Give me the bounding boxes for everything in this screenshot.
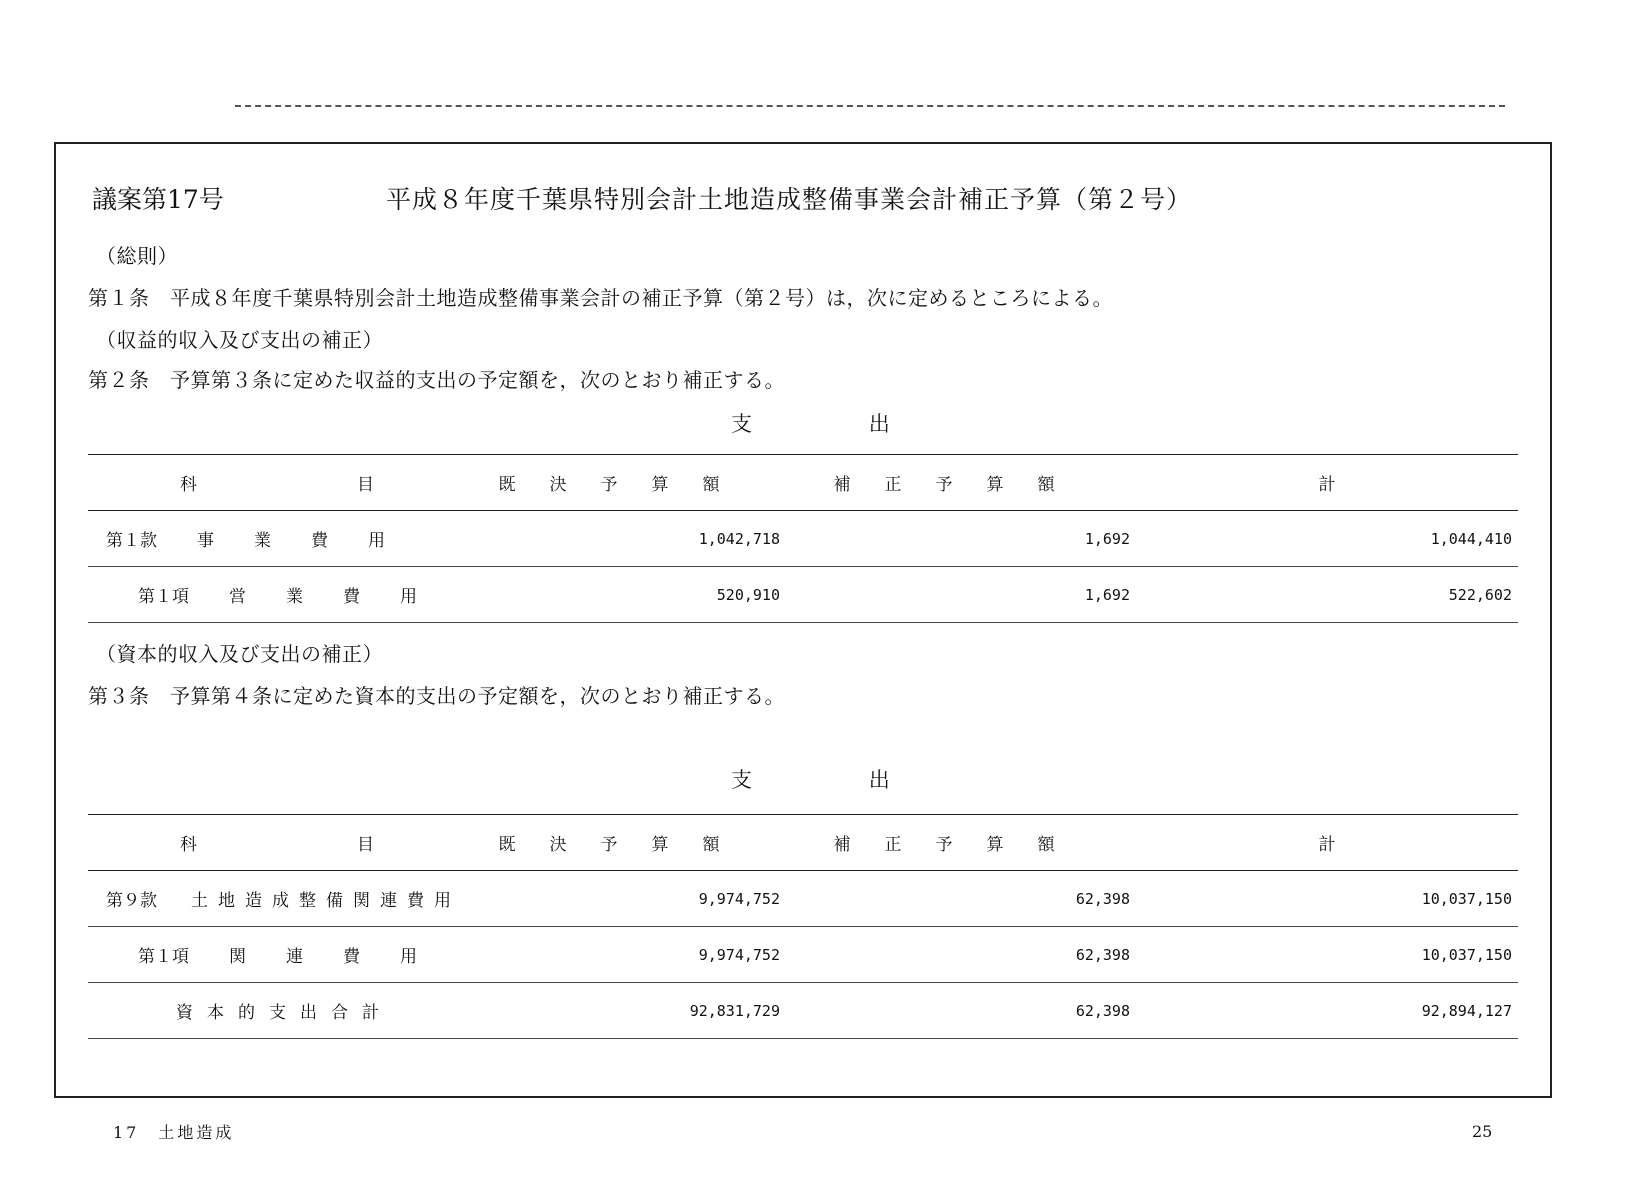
table2-header-item: 科 目 [88,815,466,871]
existing-value: 1,042,718 [466,511,786,567]
table1-section-title [731,408,890,438]
top-rule [235,105,1505,107]
existing-value: 520,910 [466,567,786,623]
table2-title-char-2: 出 [868,768,890,792]
row-label: 第１項 関連費用 [88,927,466,983]
footer-section-label: 17 土地造成 [113,1123,235,1142]
table2-header-correction: 補正予算額 [786,815,1136,871]
existing-value: 92,831,729 [466,983,786,1039]
table-row [88,927,1518,983]
existing-value: 9,974,752 [466,927,786,983]
correction-value: 62,398 [786,983,1136,1039]
table1-header-item: 科 目 [88,455,466,511]
row-label: 資本的支出合計 [88,983,466,1039]
existing-value: 9,974,752 [466,871,786,927]
table2-section-title [731,764,890,794]
total-value: 10,037,150 [1136,927,1518,983]
document-frame [54,142,1552,1098]
page-number: 25 [1472,1122,1493,1141]
revenue-heading: （収益的収入及び支出の補正） [96,328,383,352]
table1-header-existing: 既決予算額 [466,455,786,511]
table2-header-existing: 既決予算額 [466,815,786,871]
table-row [88,983,1518,1039]
table2 [88,814,1518,1039]
total-value: 10,037,150 [1136,871,1518,927]
table2-title-char-1: 支 [731,768,752,792]
table2-header-row [88,815,1518,871]
correction-value: 1,692 [786,511,1136,567]
total-value: 522,602 [1136,567,1518,623]
total-value: 92,894,127 [1136,983,1518,1039]
table1 [88,454,1518,623]
row-label: 第９款 土地造成整備関連費用 [88,871,466,927]
document-title: 平成８年度千葉県特別会計土地造成整備事業会計補正予算（第２号） [386,185,1193,214]
table-row [88,511,1518,567]
table1-title-char-2: 出 [868,412,890,436]
table1-title-char-1: 支 [731,412,752,436]
table1-header-row [88,455,1518,511]
row-label: 第１款 事業費用 [88,511,466,567]
correction-value: 62,398 [786,871,1136,927]
total-value: 1,044,410 [1136,511,1518,567]
correction-value: 62,398 [786,927,1136,983]
article-2: 第２条 予算第３条に定めた収益的支出の予定額を，次のとおり補正する。 [88,368,785,392]
bill-number: 議案第17号 [92,185,224,214]
table1-header-total: 計 [1136,455,1518,511]
general-heading: （総則） [96,244,178,268]
table1-header-correction: 補正予算額 [786,455,1136,511]
table-row [88,567,1518,623]
table-row [88,871,1518,927]
table2-header-total: 計 [1136,815,1518,871]
correction-value: 1,692 [786,567,1136,623]
row-label: 第１項 営業費用 [88,567,466,623]
capital-heading: （資本的収入及び支出の補正） [96,642,383,666]
article-3: 第３条 予算第４条に定めた資本的支出の予定額を，次のとおり補正する。 [88,684,785,708]
article-1: 第１条 平成８年度千葉県特別会計土地造成整備事業会計の補正予算（第２号）は，次に定めるところによる。 [88,286,1113,310]
